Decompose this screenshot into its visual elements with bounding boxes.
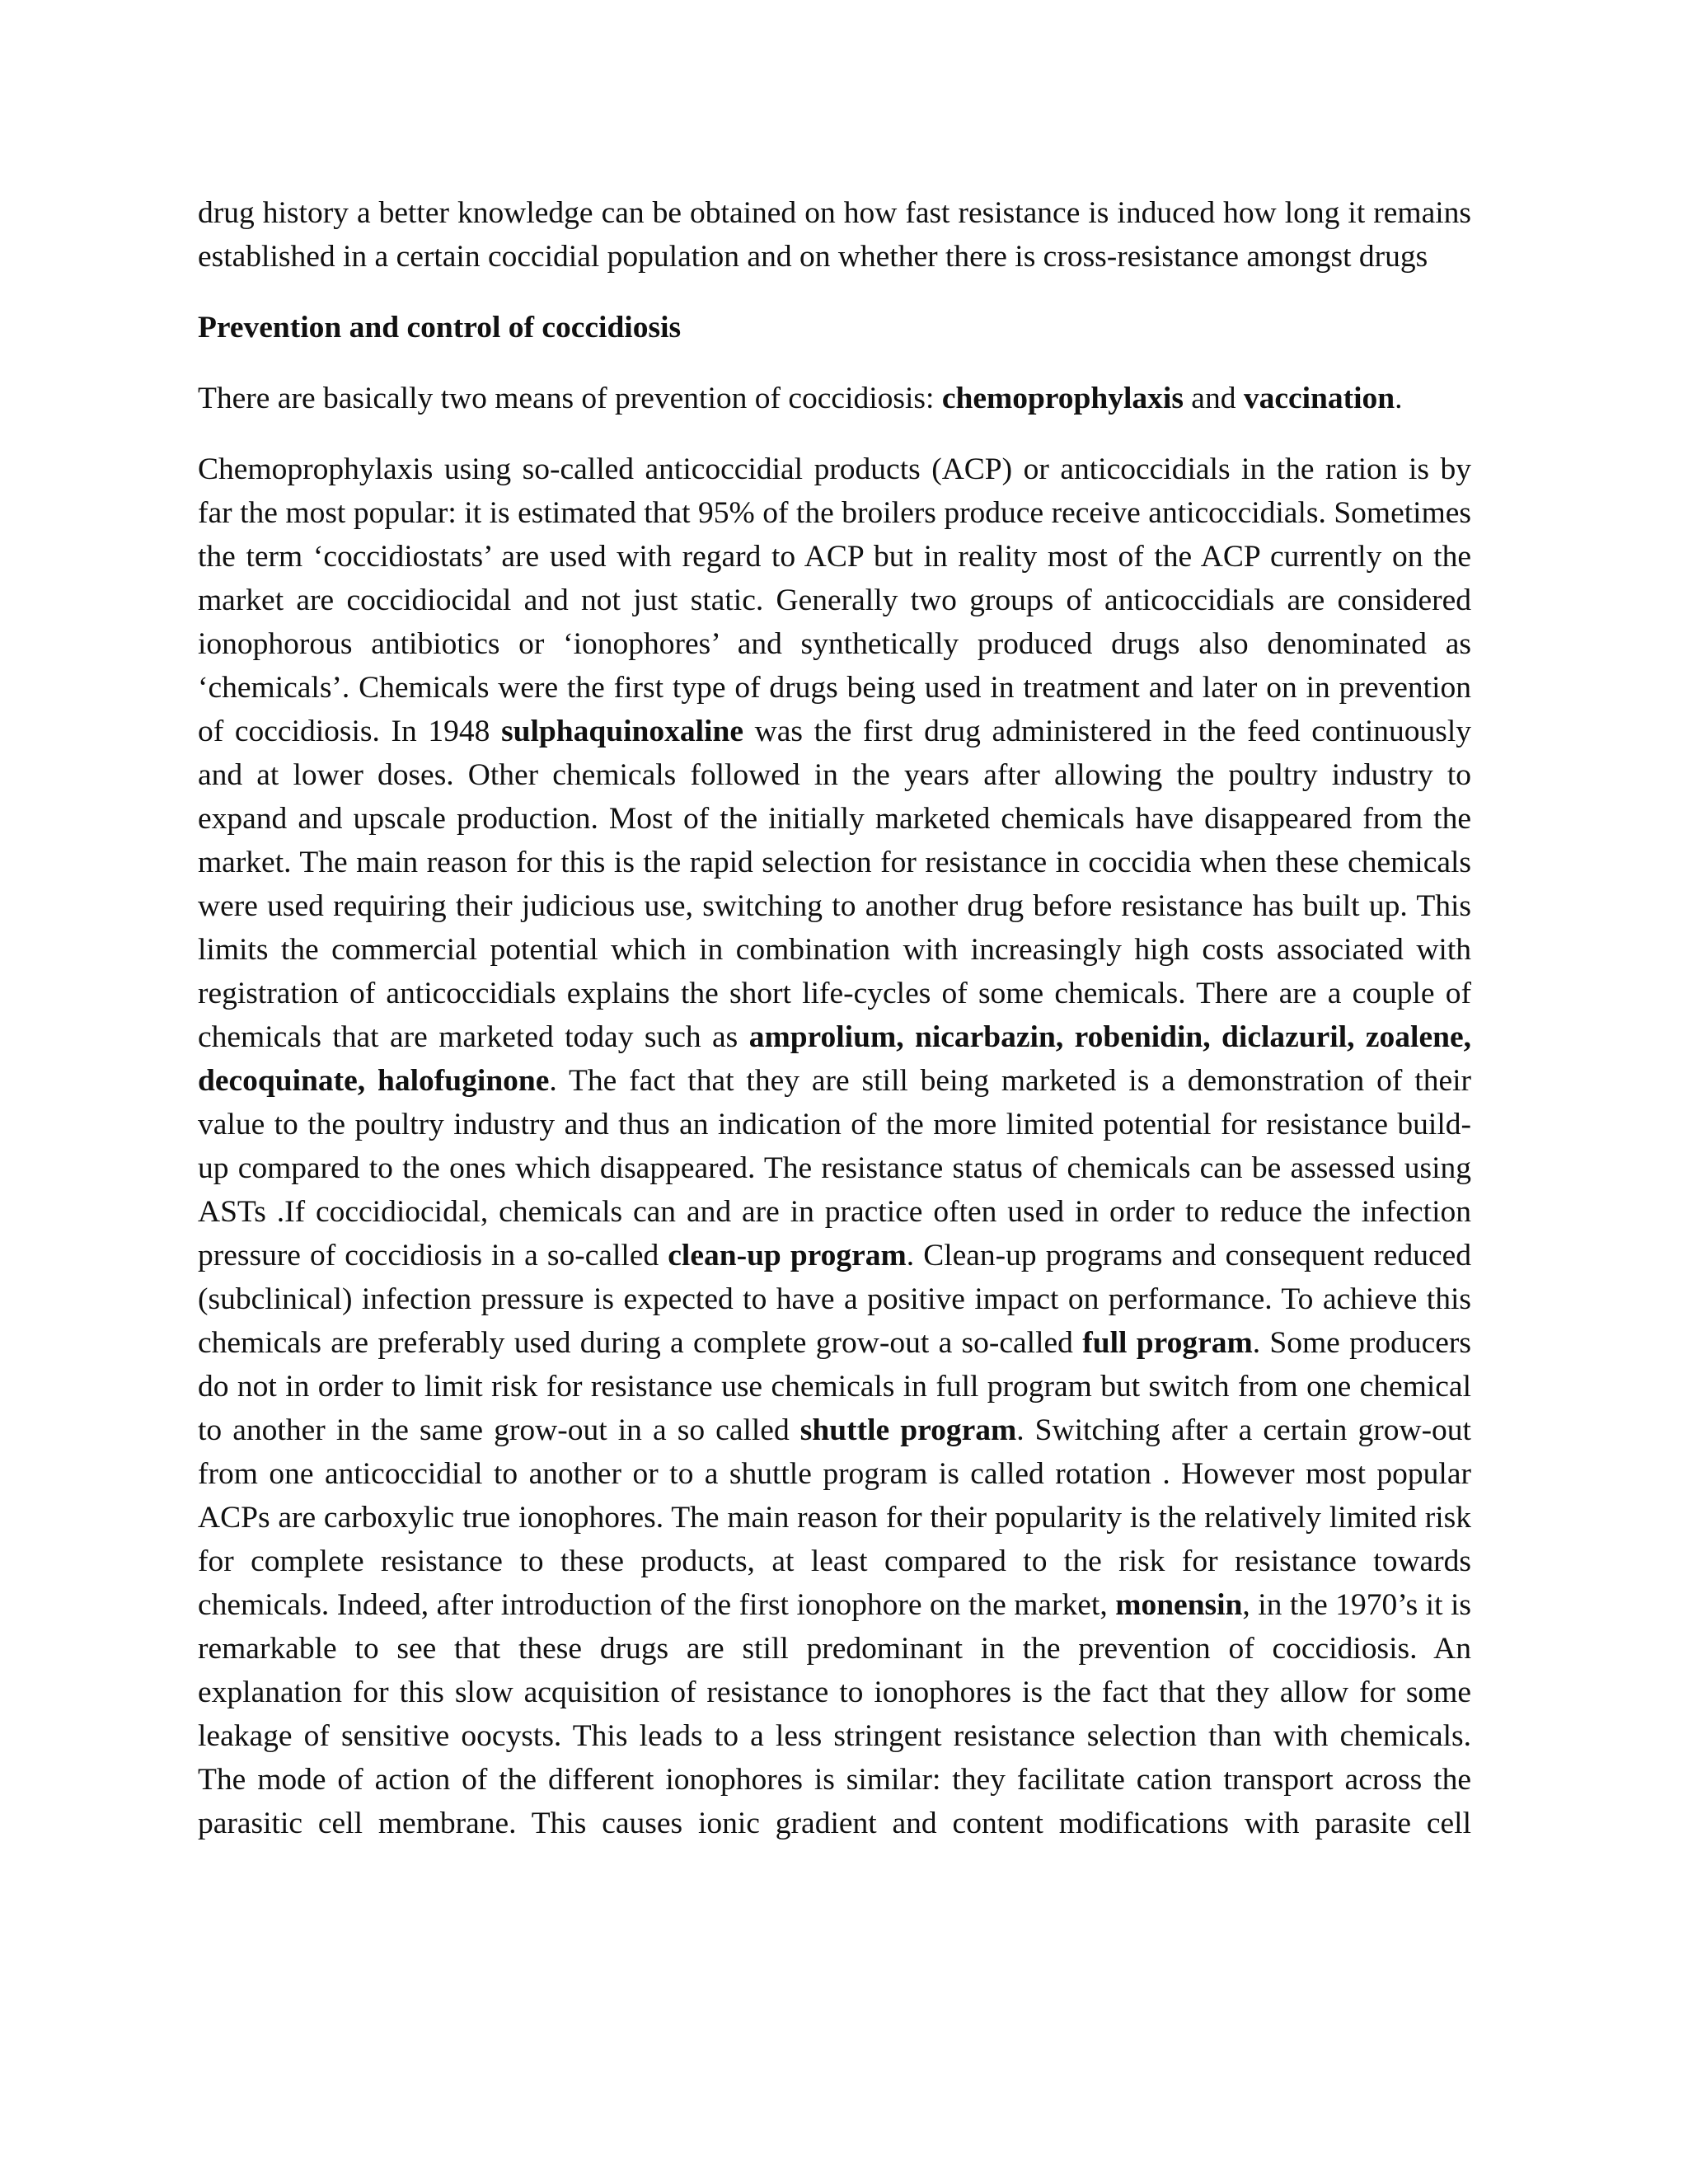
text-run: . — [1395, 382, 1403, 415]
body-paragraph — [198, 191, 1471, 279]
bold-term: clean-up program — [668, 1239, 907, 1272]
body-paragraph — [198, 448, 1471, 1845]
text-run: was the first drug administered in the feed continuously and at lower doses. Other chemicals followed in the years after allowing the poultry industry to expand and upscale production. Most of the initially marketed chemicals have disappeared from the market. The main reason for this is the rapid selection for resistance in coccidia when these chemicals were used requiring their judicious use, switching to another drug before resistance has built up. This limits the commercial potential which in combination with increasingly high costs associated with registration of anticoccidials explains the short life-cycles of some chemicals. There are a couple of chemicals that are marketed today such as — [198, 715, 1471, 1054]
text-run: . Clean-up programs and consequent reduced (subclinical) infection pressure is expected to have a positive impact on performance. To achieve this chemicals are preferably used during a complete grow-out a so-called — [198, 1239, 1471, 1360]
bold-term: amprolium, nicarbazin, robenidin, diclazuril, zoalene, decoquinate, halofuginone — [198, 1020, 1471, 1098]
bold-term: sulphaquinoxaline — [501, 715, 743, 748]
document-page — [198, 191, 1471, 1845]
text-run: drug history a better knowledge can be obtained on how fast resistance is induced how long it remains established in a certain coccidial population and on whether there is cross-resistance amongst drugs — [198, 196, 1471, 274]
section-heading — [198, 306, 1471, 349]
text-run: There are basically two means of prevention of coccidiosis: — [198, 382, 942, 415]
text-run: . Switching after a certain grow-out from one anticoccidial to another or to a shuttle program is called rotation . However most popular ACPs are carboxylic true ionophores. The main reason for their popularity is the relatively limited risk for complete resistance to these products, at least compared to the risk for resistance towards chemicals. Indeed, after introduction of the first ionophore on the market, — [198, 1413, 1471, 1622]
text-run: , in the 1970’s it is remarkable to see that these drugs are still predominant in the prevention of coccidiosis. An explanation for this slow acquisition of resistance to ionophores is the fact that they allow for some leakage of sensitive oocysts. This leads to a less stringent resistance selection than with chemicals. The mode of action of the different ionophores is similar: they facilitate cation transport across the parasitic cell membrane. This causes ionic gradient and content modifications with parasite cell — [198, 1588, 1471, 1840]
bold-term: Prevention and control of coccidiosis — [198, 311, 682, 344]
bold-term: chemoprophylaxis — [941, 382, 1184, 415]
bold-term: vaccination — [1243, 382, 1395, 415]
text-run: . The fact that they are still being marketed is a demonstration of their value to the poultry industry and thus an indication of the more limited potential for resistance build-up compared to the ones which disappeared. The resistance status of chemicals can be assessed using ASTs .If coccidiocidal, chemicals can and are in practice often used in order to reduce the infection pressure of coccidiosis in a so-called — [198, 1064, 1471, 1272]
body-paragraph — [198, 377, 1471, 420]
text-run: and — [1183, 382, 1244, 415]
text-run: Chemoprophylaxis using so-called anticoccidial products (ACP) or anticoccidials in the ration is by far the most popular: it is estimated that 95% of the broilers produce receive anticoccidials. Sometimes the term ‘coccidiostats’ are used with regard to ACP but in reality most of the ACP currently on the market are coccidiocidal and not just static. Generally two groups of anticoccidials are considered ionophorous antibiotics or ‘ionophores’ and synthetically produced drugs also denominated as ‘chemicals’. Chemicals were the first type of drugs being used in treatment and later on in prevention of coccidiosis. In 1948 — [198, 452, 1471, 748]
text-run: . Some producers do not in order to limit risk for resistance use chemicals in full program but switch from one chemical to another in the same grow-out in a so called — [198, 1326, 1472, 1447]
bold-term: shuttle program — [799, 1413, 1017, 1447]
bold-term: monensin — [1115, 1588, 1243, 1622]
bold-term: full program — [1082, 1326, 1253, 1360]
